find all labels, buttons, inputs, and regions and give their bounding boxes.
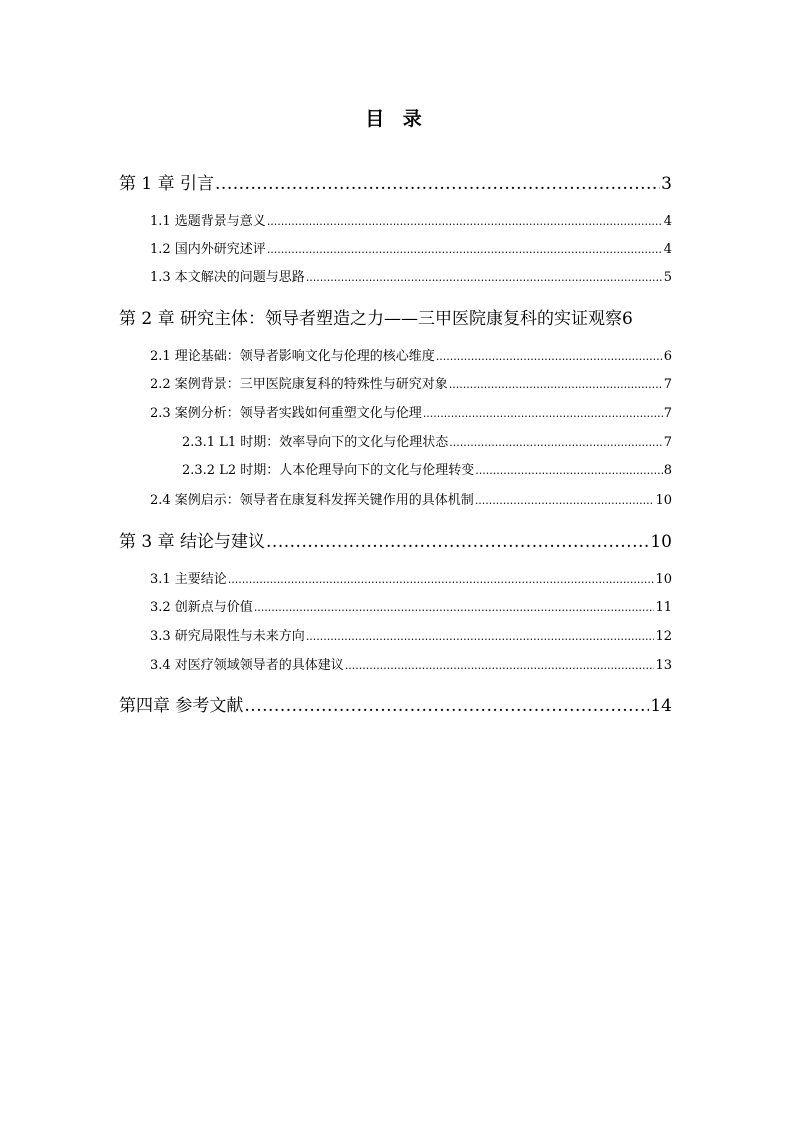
- toc-entry-label: 1.1 选题背景与意义: [150, 214, 266, 229]
- toc-entry-1-2[interactable]: [150, 240, 672, 260]
- dot-leader: [436, 347, 663, 367]
- dot-leader: [267, 212, 663, 232]
- toc-entry-label: 2.3 案例分析：领导者实践如何重塑文化与伦理: [150, 406, 422, 421]
- dot-leader: [449, 375, 663, 395]
- toc-entry-label: 第 3 章 结论与建议: [119, 532, 266, 552]
- toc-entry-3-2[interactable]: [150, 598, 672, 618]
- toc-entry-3-1[interactable]: [150, 570, 672, 590]
- toc-entry-chapter-3[interactable]: [119, 530, 672, 554]
- toc-entry-label: 3.2 创新点与价值: [150, 600, 253, 615]
- toc-page-number: 14: [650, 696, 672, 716]
- dot-leader: [266, 530, 649, 554]
- toc-page-number: 10: [655, 493, 672, 508]
- toc-entry-2-3[interactable]: [150, 404, 672, 424]
- toc-entry-2-3-2[interactable]: [182, 461, 672, 481]
- toc-entry-label: 第四章 参考文献: [119, 696, 244, 716]
- toc-entry-chapter-1[interactable]: [119, 172, 672, 196]
- dot-leader: [345, 656, 655, 676]
- dot-leader: [228, 570, 655, 590]
- toc-page-number: 11: [655, 600, 672, 615]
- toc-entry-label: 3.3 研究局限性与未来方向: [150, 629, 305, 644]
- toc-page-number: 4: [663, 214, 672, 229]
- toc-page-number: 7: [663, 377, 672, 392]
- toc-entry-label: 3.4 对医疗领域领导者的具体建议: [150, 658, 344, 673]
- toc-entry-label: 1.2 国内外研究述评: [150, 242, 266, 257]
- toc-entry-label: 2.4 案例启示：领导者在康复科发挥关键作用的具体机制: [150, 493, 474, 508]
- toc-page-number: 6: [622, 309, 633, 329]
- dot-leader: [475, 461, 662, 481]
- toc-entry-chapter-2[interactable]: [119, 307, 672, 331]
- toc-page-number: 13: [655, 658, 672, 673]
- dot-leader: [254, 598, 655, 618]
- dot-leader: [475, 491, 655, 511]
- dot-leader: [267, 240, 663, 260]
- toc-page-number: 10: [650, 532, 672, 552]
- toc-entry-label: 2.1 理论基础：领导者影响文化与伦理的核心维度: [150, 349, 435, 364]
- toc-title: 目 录: [365, 108, 428, 130]
- toc-entry-label: 2.3.1 L1 时期：效率导向下的文化与伦理状态: [182, 435, 449, 450]
- toc-entry-2-4[interactable]: [150, 491, 672, 511]
- dot-leader: [215, 172, 660, 196]
- toc-page-number: 6: [663, 349, 672, 364]
- dot-leader: [449, 433, 662, 453]
- dot-leader: [423, 404, 663, 424]
- toc-entry-1-1[interactable]: [150, 212, 672, 232]
- toc-entry-label: 1.3 本文解决的问题与思路: [150, 270, 305, 285]
- toc-page-number: 3: [661, 174, 672, 194]
- toc-entry-2-2[interactable]: [150, 375, 672, 395]
- toc-entry-3-4[interactable]: [150, 656, 672, 676]
- dot-leader: [306, 268, 663, 288]
- toc-entry-2-3-1[interactable]: [182, 433, 672, 453]
- toc-entry-label: 第 2 章 研究主体：领导者塑造之力——三甲医院康复科的实证观察: [119, 309, 623, 329]
- toc-page-number: 12: [655, 629, 672, 644]
- dot-leader: [306, 627, 655, 647]
- toc-page-number: 5: [663, 270, 672, 285]
- toc-page-number: 7: [663, 406, 672, 421]
- toc-entry-chapter-4[interactable]: [119, 694, 672, 718]
- toc-page-number: 7: [663, 435, 672, 450]
- toc-entry-label: 第 1 章 引言: [119, 174, 215, 194]
- toc-entry-label: 3.1 主要结论: [150, 572, 227, 587]
- toc-entry-2-1[interactable]: [150, 347, 672, 367]
- toc-page-number: 8: [663, 463, 672, 478]
- toc-entry-label: 2.3.2 L2 时期：人本伦理导向下的文化与伦理转变: [182, 463, 475, 478]
- toc-entry-label: 2.2 案例背景：三甲医院康复科的特殊性与研究对象: [150, 377, 448, 392]
- toc-entry-3-3[interactable]: [150, 627, 672, 647]
- dot-leader: [244, 694, 649, 718]
- toc-page-number: 10: [655, 572, 672, 587]
- toc-page-number: 4: [663, 242, 672, 257]
- toc-entry-1-3[interactable]: [150, 268, 672, 288]
